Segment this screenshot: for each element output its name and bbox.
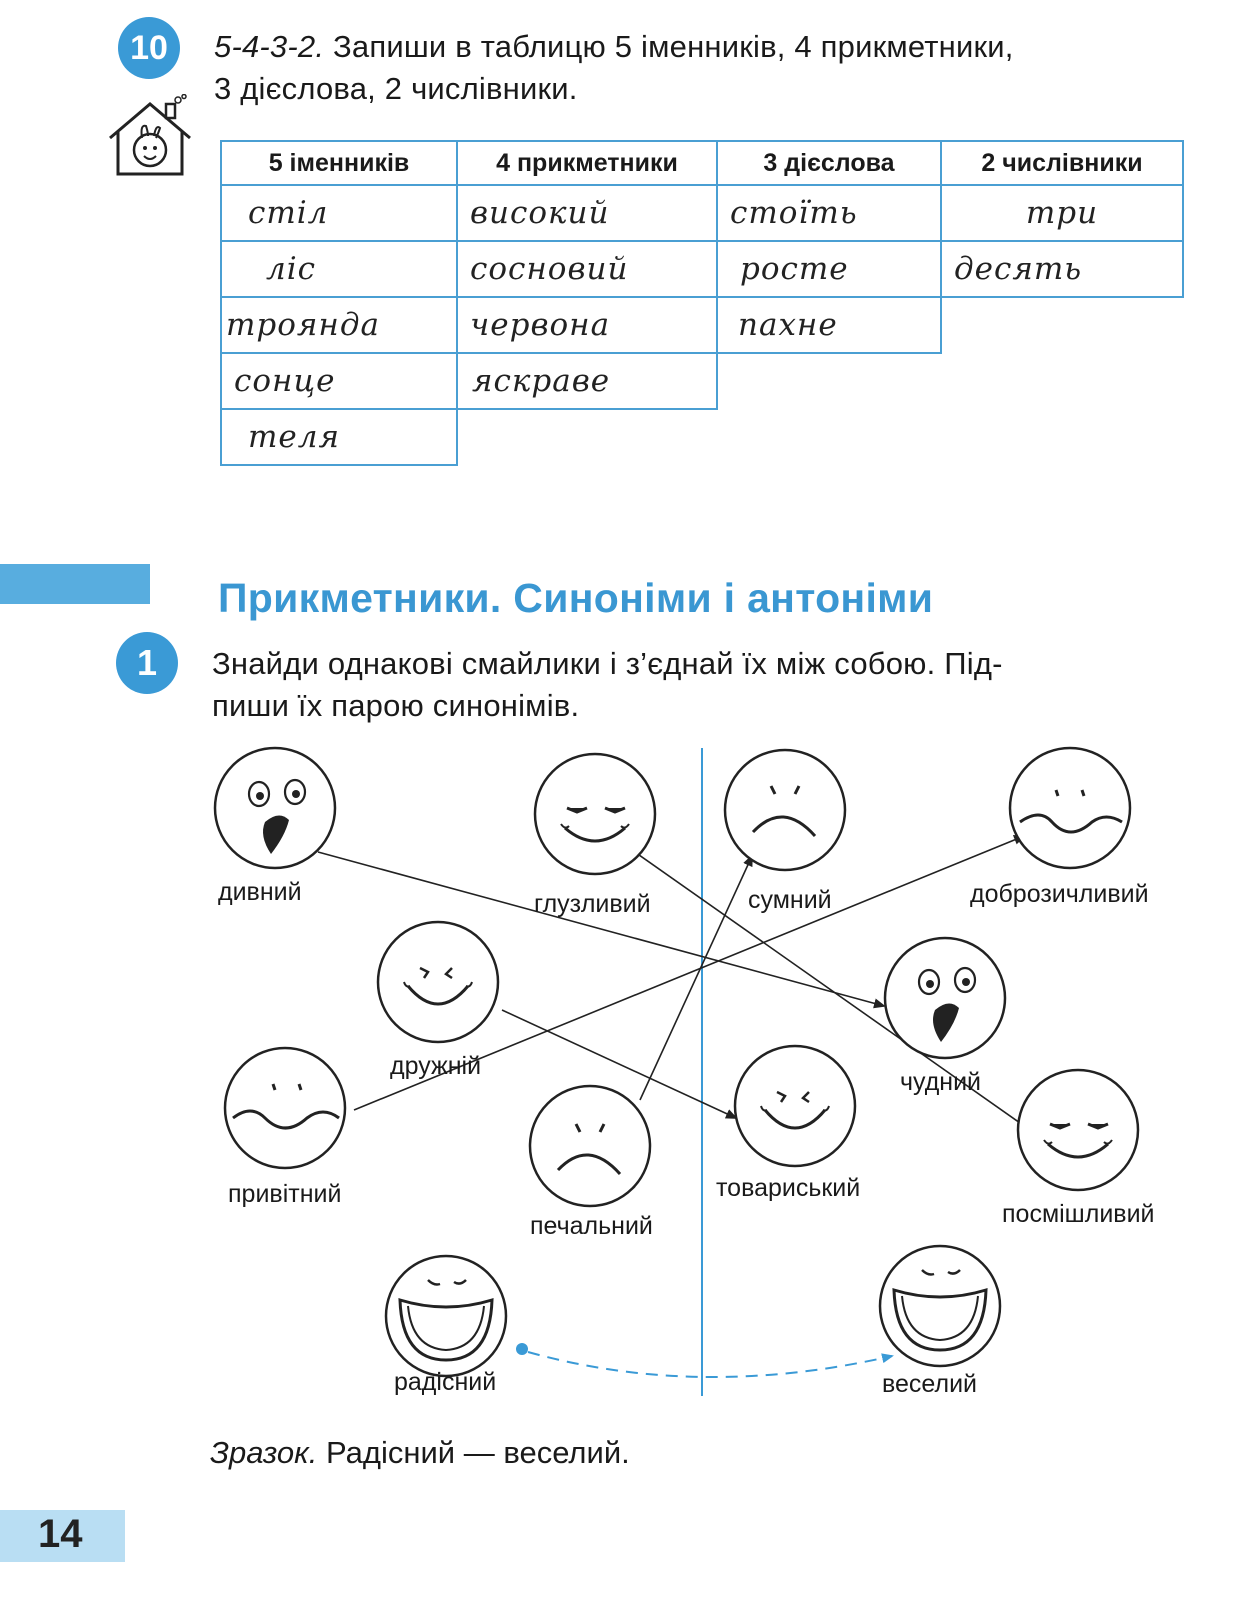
- verb-cell: пахне: [717, 297, 941, 353]
- label-posmishlyvyi: посмішливий: [1002, 1200, 1155, 1228]
- noun-cell: сонце: [221, 353, 457, 409]
- sad-face-icon: [530, 1086, 650, 1206]
- example-sentence: [210, 1435, 630, 1471]
- example-dashed-arrow: [528, 1352, 892, 1377]
- task-number: 1: [136, 642, 158, 683]
- surprised-face-icon: [215, 748, 335, 868]
- wavy-face-icon: [1010, 748, 1130, 868]
- numeral-cell: три: [941, 185, 1183, 241]
- page-number: 14: [38, 1512, 83, 1556]
- label-pryvitnyi: привітний: [228, 1180, 342, 1208]
- adjective-cell: сосновий: [457, 241, 717, 297]
- header-verbs: 3 дієслова: [717, 141, 941, 185]
- verb-cell: стоїть: [717, 185, 941, 241]
- task10-line1: Запиши в таблицю 5 іменників, 4 прикметники,: [324, 29, 1014, 64]
- task1-line2: пиши їх парою синонімів.: [212, 688, 580, 723]
- wavy-face-icon: [225, 1048, 345, 1168]
- label-radisnyi: радісний: [394, 1368, 497, 1396]
- task10-line2: 3 дієслова, 2 числівники.: [214, 71, 578, 106]
- example-start-dot: [516, 1343, 528, 1355]
- label-veselyi: веселий: [882, 1370, 977, 1398]
- label-dyvnyi: дивний: [218, 878, 302, 906]
- adjective-cell: високий: [457, 185, 717, 241]
- label-tovaryskyi: товариський: [716, 1174, 861, 1202]
- label-sumnyi: сумний: [748, 886, 832, 914]
- task10-prefix: 5-4-3-2.: [214, 29, 325, 64]
- label-hluzlyvyi: глузливий: [534, 890, 651, 918]
- example-connection: [516, 1343, 892, 1377]
- adjective-cell: червона: [457, 297, 717, 353]
- example-text: Радісний — веселий.: [317, 1435, 630, 1470]
- label-druzhnii: дружній: [390, 1052, 482, 1080]
- sad-face-icon: [725, 750, 845, 870]
- task1-line1: Знайди однакові смайлики і з’єднай їх між собою. Під-: [212, 646, 1003, 681]
- numeral-cell: десять: [941, 241, 1183, 297]
- laugh-face-icon: [880, 1246, 1000, 1366]
- smirk-face-icon: [535, 754, 655, 874]
- laugh-face-icon: [386, 1256, 506, 1376]
- noun-cell: теля: [221, 409, 457, 465]
- header-nouns: 5 іменників: [221, 141, 457, 185]
- noun-cell: троянда: [221, 297, 457, 353]
- surprised-face-icon: [885, 938, 1005, 1058]
- smile-squint-face-icon: [378, 922, 498, 1042]
- header-adjectives: 4 прикметники: [457, 141, 717, 185]
- section-title: Прикметники. Синоніми і антоніми: [218, 575, 934, 621]
- header-numerals: 2 числівники: [941, 141, 1183, 185]
- label-pechalnyi: печальний: [530, 1212, 653, 1240]
- smirk-face-icon: [1018, 1070, 1138, 1190]
- label-dobrozychlyvyi: доброзичливий: [970, 880, 1149, 908]
- noun-cell: стіл: [221, 185, 457, 241]
- arrow-pechalnyi-sumnyi: [640, 856, 752, 1100]
- smile-squint-face-icon: [735, 1046, 855, 1166]
- label-chudnyi: чудний: [900, 1068, 982, 1096]
- noun-cell: ліс: [221, 241, 457, 297]
- task-number: 10: [130, 28, 168, 67]
- example-prefix: Зразок.: [210, 1435, 318, 1470]
- verb-cell: росте: [717, 241, 941, 297]
- adjective-cell: яскраве: [457, 353, 717, 409]
